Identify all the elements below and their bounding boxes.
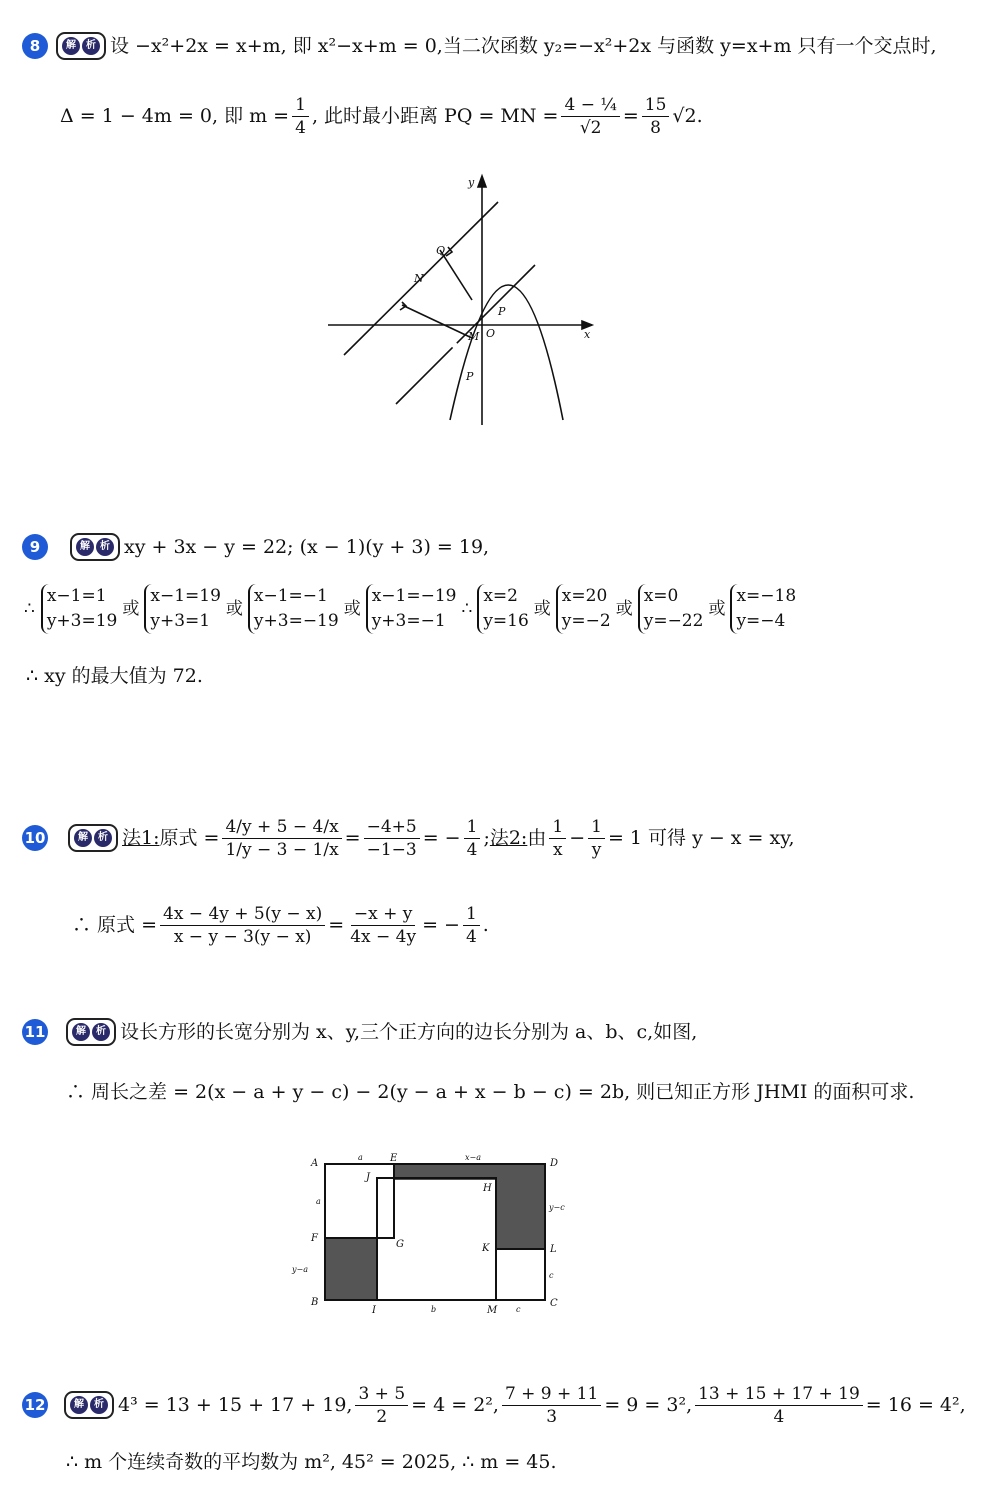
sys-row: x−1=−1 (253, 586, 328, 606)
sys-row: x−1=1 (46, 586, 107, 606)
badge-char: 解 (62, 37, 80, 55)
analysis-badge (70, 533, 120, 561)
problem-9-line-1 (22, 533, 489, 561)
frac-num: 1 (464, 816, 481, 839)
sys-row: y=−22 (643, 611, 704, 631)
sys-row: x=−18 (736, 586, 797, 606)
fig-label-j: J (366, 1172, 371, 1183)
or-word: 或 (533, 599, 551, 619)
fig-label-m: M (487, 1305, 498, 1316)
badge-char: 析 (94, 829, 112, 847)
fig-label-d: D (550, 1158, 559, 1169)
frac-num: 3 + 5 (355, 1383, 408, 1406)
analysis-badge (64, 1391, 114, 1419)
problem-number-9: 9 (22, 534, 48, 560)
sys-row: x=0 (643, 586, 679, 606)
frac-num: 15 (642, 94, 670, 117)
frac-num: −x + y (351, 903, 416, 926)
fig-label-g: G (396, 1239, 404, 1250)
solution-2 (556, 584, 611, 634)
frac-den: x (552, 839, 563, 860)
or-word: 或 (343, 599, 361, 619)
frac-den: 8 (650, 117, 661, 138)
fig-label-e: E (390, 1153, 398, 1164)
problem-11-line-2: ∴ 周长之差 = 2(x − a + y − c) − 2(y − a + x − b − c) = 2b, 则已知正方形 JHMI 的面积可求. (66, 1081, 915, 1103)
frac-num: 1 (463, 903, 480, 926)
or-word: 或 (225, 599, 243, 619)
m-fraction (292, 94, 309, 139)
frac-num: 13 + 15 + 17 + 19 (695, 1383, 863, 1406)
parabola-graph (320, 170, 600, 430)
fig-label-l: L (550, 1244, 557, 1255)
problem-9-conclusion: ∴ xy 的最大值为 72. (26, 665, 203, 687)
badge-char: 析 (90, 1396, 108, 1414)
rectangle-figure (290, 1150, 580, 1320)
graph-label-x: x (584, 328, 591, 341)
badge-char: 析 (92, 1023, 110, 1041)
frac-num: 4 − ¼ (561, 94, 619, 117)
fig-label-c: C (550, 1298, 558, 1309)
method-1-label: 法1: (122, 827, 160, 849)
segment-mn (402, 305, 472, 338)
fig-label-a-left: a (316, 1197, 321, 1206)
problem-number-12: 12 (22, 1392, 48, 1418)
fig-label-f: F (311, 1233, 318, 1244)
frac-den: √2 (579, 117, 602, 138)
fraction-h2 (347, 903, 419, 948)
graph-label-m: M (468, 330, 480, 343)
avg-fraction-2 (502, 1383, 601, 1428)
or-word: 或 (708, 599, 726, 619)
badge-char: 解 (70, 1396, 88, 1414)
fig-label-h: H (483, 1183, 492, 1194)
sys-row: y=−4 (736, 611, 786, 631)
badge-char: 析 (82, 37, 100, 55)
sys-row: y=−2 (561, 611, 611, 631)
problem-9-systems (24, 582, 798, 636)
fig-label-y-minus-c: y−c (549, 1203, 565, 1212)
min-distance-text: , 此时最小距离 PQ = MN = (311, 105, 559, 127)
frac-den: 4 (295, 117, 306, 138)
graph-label-p-bottom: P (466, 370, 474, 383)
frac-den: 4 (465, 926, 477, 947)
fig-label-k: K (482, 1243, 490, 1254)
frac-den: 4x − 4y (350, 926, 417, 947)
problem-11-statement: 设长方形的长宽分别为 x、y,三个正方向的边长分别为 a、b、c,如图, (120, 1021, 698, 1043)
problem-number-8: 8 (22, 33, 48, 59)
analysis-badge (68, 824, 118, 852)
from-word: 由 (527, 827, 547, 849)
parabola-curve (450, 285, 563, 420)
avg-result-2: = 9 = 3², (604, 1394, 693, 1416)
sys-row: x−1=19 (150, 586, 221, 606)
problem-10-line-1 (22, 800, 794, 876)
badge-char: 解 (72, 1023, 90, 1041)
sys-row: y+3=1 (150, 611, 211, 631)
problem-9-equation: xy + 3x − y = 22; (x − 1)(y + 3) = 19, (124, 536, 490, 558)
sys-row: y+3=−1 (371, 611, 446, 631)
delta-text: Δ = 1 − 4m = 0, 即 m = (60, 105, 290, 127)
minus: − (569, 827, 586, 849)
frac-den: x − y − 3(y − x) (173, 926, 312, 947)
problem-number-10: 10 (22, 825, 48, 851)
sys-row: y+3=−19 (253, 611, 339, 631)
graph-label-y: y (468, 176, 475, 189)
equals: = (328, 914, 345, 936)
sys-row: x−1=−19 (371, 586, 457, 606)
fraction-1-over-x (549, 816, 566, 861)
semicolon: ; (483, 827, 490, 849)
fig-label-b-bottom: b (431, 1305, 437, 1314)
result-fraction (642, 94, 670, 139)
fig-label-a-top: a (358, 1153, 363, 1162)
y-axis-arrow (478, 176, 486, 187)
therefore-symbol: ∴ (461, 599, 473, 619)
system-3 (248, 584, 339, 634)
fig-label-c-bottom: c (516, 1305, 521, 1314)
frac-den: −1−3 (366, 839, 417, 860)
problem-12-line-1 (22, 1382, 966, 1428)
equals: = (622, 105, 639, 127)
sys-row: y+3=19 (46, 611, 118, 631)
equals-minus: = − (422, 827, 461, 849)
frac-den: 4 (466, 839, 478, 860)
fraction-2 (364, 816, 420, 861)
square-c (496, 1249, 545, 1300)
frac-den: 1/y − 3 − 1/x (225, 839, 339, 860)
frac-num: 1 (292, 94, 309, 117)
system-1 (41, 584, 118, 634)
problem-8-line-2 (60, 96, 703, 136)
fig-label-a: A (311, 1158, 319, 1169)
frac-den: 3 (546, 1406, 558, 1427)
frac-num: 1 (549, 816, 566, 839)
problem-8-line-1 (22, 32, 937, 60)
square-a (325, 1164, 394, 1238)
frac-num: 1 (588, 816, 605, 839)
problem-10-line-2 (72, 900, 489, 950)
sys-row: y=16 (483, 611, 529, 631)
fig-label-b: B (311, 1297, 319, 1308)
graph-label-o: O (486, 327, 496, 340)
badge-char: 解 (76, 538, 94, 556)
badge-char: 析 (96, 538, 114, 556)
equals-minus: = − (422, 914, 460, 936)
graph-label-q: Q (436, 244, 446, 257)
system-4 (366, 584, 457, 634)
fraction-3 (464, 816, 481, 861)
fig-label-left-mark: y−a (292, 1265, 308, 1274)
frac-den: y (591, 839, 602, 860)
segment-pq (440, 250, 472, 300)
analysis-badge (66, 1018, 116, 1046)
solution-4 (730, 584, 796, 634)
sys-row: x=2 (483, 586, 518, 606)
cube-sum: 4³ = 13 + 15 + 17 + 19, (118, 1394, 353, 1416)
frac-num: −4+5 (364, 816, 420, 839)
fraction-h1 (160, 903, 325, 948)
solution-1 (477, 584, 528, 634)
shaded-left-block (325, 1238, 377, 1300)
sqrt2: √2. (672, 105, 703, 127)
equals: = (344, 827, 361, 849)
shaded-right-block (496, 1164, 545, 1249)
problem-11-line-1 (22, 1018, 697, 1046)
sys-row: x=20 (561, 586, 608, 606)
fraction-1-over-y (588, 816, 605, 861)
or-word: 或 (615, 599, 633, 619)
problem-number-11: 11 (22, 1019, 48, 1045)
original-expr-label: ∴ 原式 = (72, 914, 157, 936)
problem-12-line-2: ∴ m 个连续奇数的平均数为 m², 45² = 2025, ∴ m = 45. (66, 1451, 557, 1473)
analysis-badge (56, 32, 106, 60)
frac-den: 2 (376, 1406, 388, 1427)
or-word: 或 (122, 599, 140, 619)
therefore-symbol: ∴ (24, 599, 35, 619)
original-expr-label: 原式 = (159, 827, 220, 849)
graph-label-n: N (414, 272, 424, 285)
method-2-label: 法2: (489, 827, 528, 849)
avg-result-1: = 4 = 2², (411, 1394, 499, 1416)
graph-label-p-top: P (498, 305, 506, 318)
fig-label-i: I (372, 1305, 376, 1316)
badge-char: 解 (74, 829, 92, 847)
solution-3 (638, 584, 704, 634)
system-2 (144, 584, 221, 634)
avg-fraction-3 (695, 1383, 863, 1428)
distance-fraction (561, 94, 619, 139)
frac-den: 4 (773, 1406, 785, 1427)
avg-result-3: = 16 = 4², (865, 1394, 966, 1416)
fig-label-x-minus-a: x−a (465, 1153, 481, 1162)
frac-num: 4/y + 5 − 4/x (222, 816, 341, 839)
frac-num: 7 + 9 + 11 (502, 1383, 601, 1406)
period: . (482, 914, 489, 936)
fraction-h3 (463, 903, 480, 948)
frac-num: 4x − 4y + 5(y − x) (160, 903, 325, 926)
problem-8-statement: 设 −x²+2x = x+m, 即 x²−x+m = 0,当二次函数 y₂=−x²+2x 与函数 y=x+m 只有一个交点时, (110, 35, 937, 57)
fig-label-c-right: c (549, 1271, 554, 1280)
complex-fraction (222, 816, 341, 861)
result-text: = 1 可得 y − x = xy, (607, 827, 795, 849)
avg-fraction-1 (355, 1383, 408, 1428)
